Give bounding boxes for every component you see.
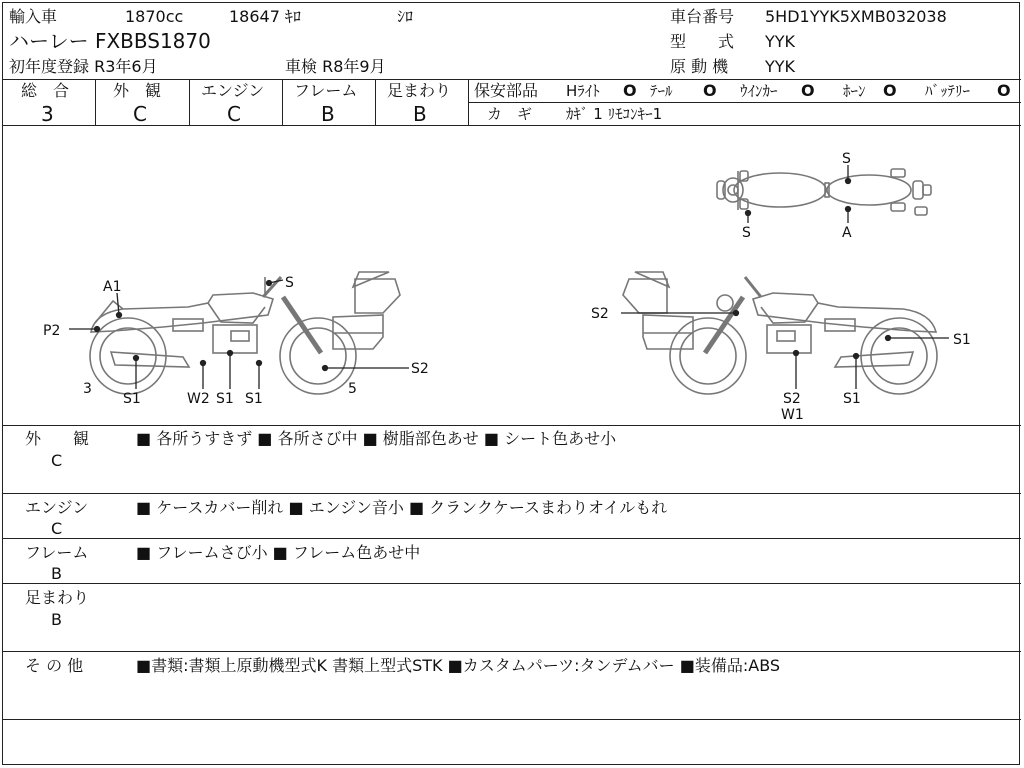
mileage: 18647 ｷﾛ bbox=[229, 7, 301, 26]
divider bbox=[3, 493, 1021, 494]
remark-exterior-label: 外 観 bbox=[25, 429, 90, 448]
remark-engine-grade: C bbox=[51, 519, 63, 538]
label-w1: W1 bbox=[781, 407, 804, 423]
divider bbox=[282, 79, 283, 125]
damage-diagram bbox=[3, 127, 1021, 427]
divider bbox=[468, 79, 469, 125]
grade-exterior-label: 外 観 bbox=[113, 81, 162, 100]
remark-engine-text: ■ ケースカバー削れ ■ エンジン音小 ■ クランクケースまわりオイルもれ bbox=[136, 498, 668, 517]
divider bbox=[3, 651, 1021, 652]
grade-exterior-value: C bbox=[133, 102, 147, 126]
safety-horn-label: ﾎｰﾝ bbox=[843, 82, 866, 100]
motorcycle-right-view bbox=[623, 272, 937, 394]
remark-other-label: そ の 他 bbox=[25, 656, 84, 675]
divider bbox=[3, 719, 1021, 720]
divider bbox=[3, 125, 1021, 126]
first-registration: 初年度登録 R3年6月 bbox=[9, 57, 158, 76]
displacement: 1870cc bbox=[125, 7, 184, 26]
label-top-a: A bbox=[842, 225, 852, 241]
grade-frame-label: フレーム bbox=[294, 81, 358, 100]
safety-winker-status: O bbox=[801, 81, 815, 100]
chassis-number-label: 車台番号 bbox=[670, 7, 735, 26]
label-top-s-lower: S bbox=[742, 225, 751, 241]
inspection-sheet bbox=[2, 2, 1020, 765]
divider bbox=[3, 583, 1021, 584]
import-label: 輸入車 bbox=[9, 7, 58, 26]
label-wheel-rear: 5 bbox=[348, 381, 357, 397]
divider bbox=[3, 538, 1021, 539]
grade-overall-value: 3 bbox=[41, 102, 54, 126]
grade-frame-value: B bbox=[321, 102, 335, 126]
safety-battery-status: O bbox=[997, 81, 1011, 100]
divider bbox=[3, 79, 1021, 80]
remark-exterior-text: ■ 各所うすきず ■ 各所さび中 ■ 樹脂部色あせ ■ シート色あせ小 bbox=[136, 429, 617, 448]
safety-headlight-label: Hﾗｲﾄ bbox=[566, 82, 600, 100]
divider bbox=[189, 79, 190, 125]
remark-frame-grade: B bbox=[51, 564, 62, 583]
engine-model-value: YYK bbox=[765, 57, 796, 76]
grade-overall-label: 総 合 bbox=[21, 81, 70, 100]
label-s-handlebar: S bbox=[285, 275, 294, 291]
remark-engine-label: エンジン bbox=[25, 498, 89, 517]
safety-taillight-status: O bbox=[703, 81, 717, 100]
safety-winker-label: ｳｲﾝｶｰ bbox=[740, 82, 778, 100]
label-right-s1: S1 bbox=[953, 332, 971, 348]
color: ｼﾛ bbox=[397, 7, 414, 26]
grade-suspension-value: B bbox=[413, 102, 427, 126]
remark-exterior-grade: C bbox=[51, 451, 63, 470]
label-a1: A1 bbox=[103, 279, 122, 295]
label-right-s1-bottom: S1 bbox=[843, 391, 861, 407]
inspection-expiry: 車検 R8年9月 bbox=[285, 57, 386, 76]
engine-model-label: 原 動 機 bbox=[670, 57, 729, 76]
key-label: カ ギ bbox=[487, 105, 533, 123]
label-w2: W2 bbox=[187, 391, 210, 407]
label-top-s-upper: S bbox=[842, 151, 851, 167]
label-p2: P2 bbox=[43, 323, 61, 339]
label-left-s1-b: S1 bbox=[216, 391, 234, 407]
type-value: YYK bbox=[765, 32, 796, 51]
chassis-number: 5HD1YYK5XMB032038 bbox=[765, 7, 947, 26]
type-label: 型 式 bbox=[670, 32, 735, 51]
grade-engine-value: C bbox=[227, 102, 241, 126]
label-right-s2: S2 bbox=[591, 306, 609, 322]
divider bbox=[375, 79, 376, 125]
grade-suspension-label: 足まわり bbox=[387, 81, 452, 100]
divider bbox=[95, 79, 96, 125]
safety-horn-status: O bbox=[883, 81, 897, 100]
divider bbox=[468, 102, 1021, 103]
motorcycle-top-view bbox=[717, 169, 931, 215]
safety-battery-label: ﾊﾞｯﾃﾘｰ bbox=[925, 82, 971, 100]
remark-suspension-label: 足まわり bbox=[25, 588, 90, 607]
safety-headlight-status: O bbox=[623, 81, 637, 100]
safety-parts-label: 保安部品 bbox=[474, 81, 539, 100]
remark-frame-text: ■ フレームさび小 ■ フレーム色あせ中 bbox=[136, 543, 421, 562]
label-left-s2: S2 bbox=[411, 361, 429, 377]
key-value: ｶｷﾞ 1 ﾘﾓｺﾝｷｰ1 bbox=[566, 105, 663, 123]
label-wheel-front: 3 bbox=[83, 381, 92, 397]
safety-taillight-label: ﾃｰﾙ bbox=[650, 82, 673, 100]
motorcycle-diagram bbox=[3, 127, 1021, 427]
label-left-s1-a: S1 bbox=[123, 391, 141, 407]
label-left-s1-c: S1 bbox=[245, 391, 263, 407]
label-right-s2-bottom: S2 bbox=[783, 391, 801, 407]
remark-frame-label: フレーム bbox=[25, 543, 89, 562]
remark-suspension-grade: B bbox=[51, 610, 62, 629]
remark-other-text: ■書類:書類上原動機型式K 書類上型式STK ■カスタムパーツ:タンデムバー ■装備品:ABS bbox=[136, 656, 781, 675]
grade-engine-label: エンジン bbox=[201, 81, 265, 100]
divider bbox=[3, 425, 1021, 426]
model-name: ハーレー FXBBS1870 bbox=[9, 29, 211, 53]
